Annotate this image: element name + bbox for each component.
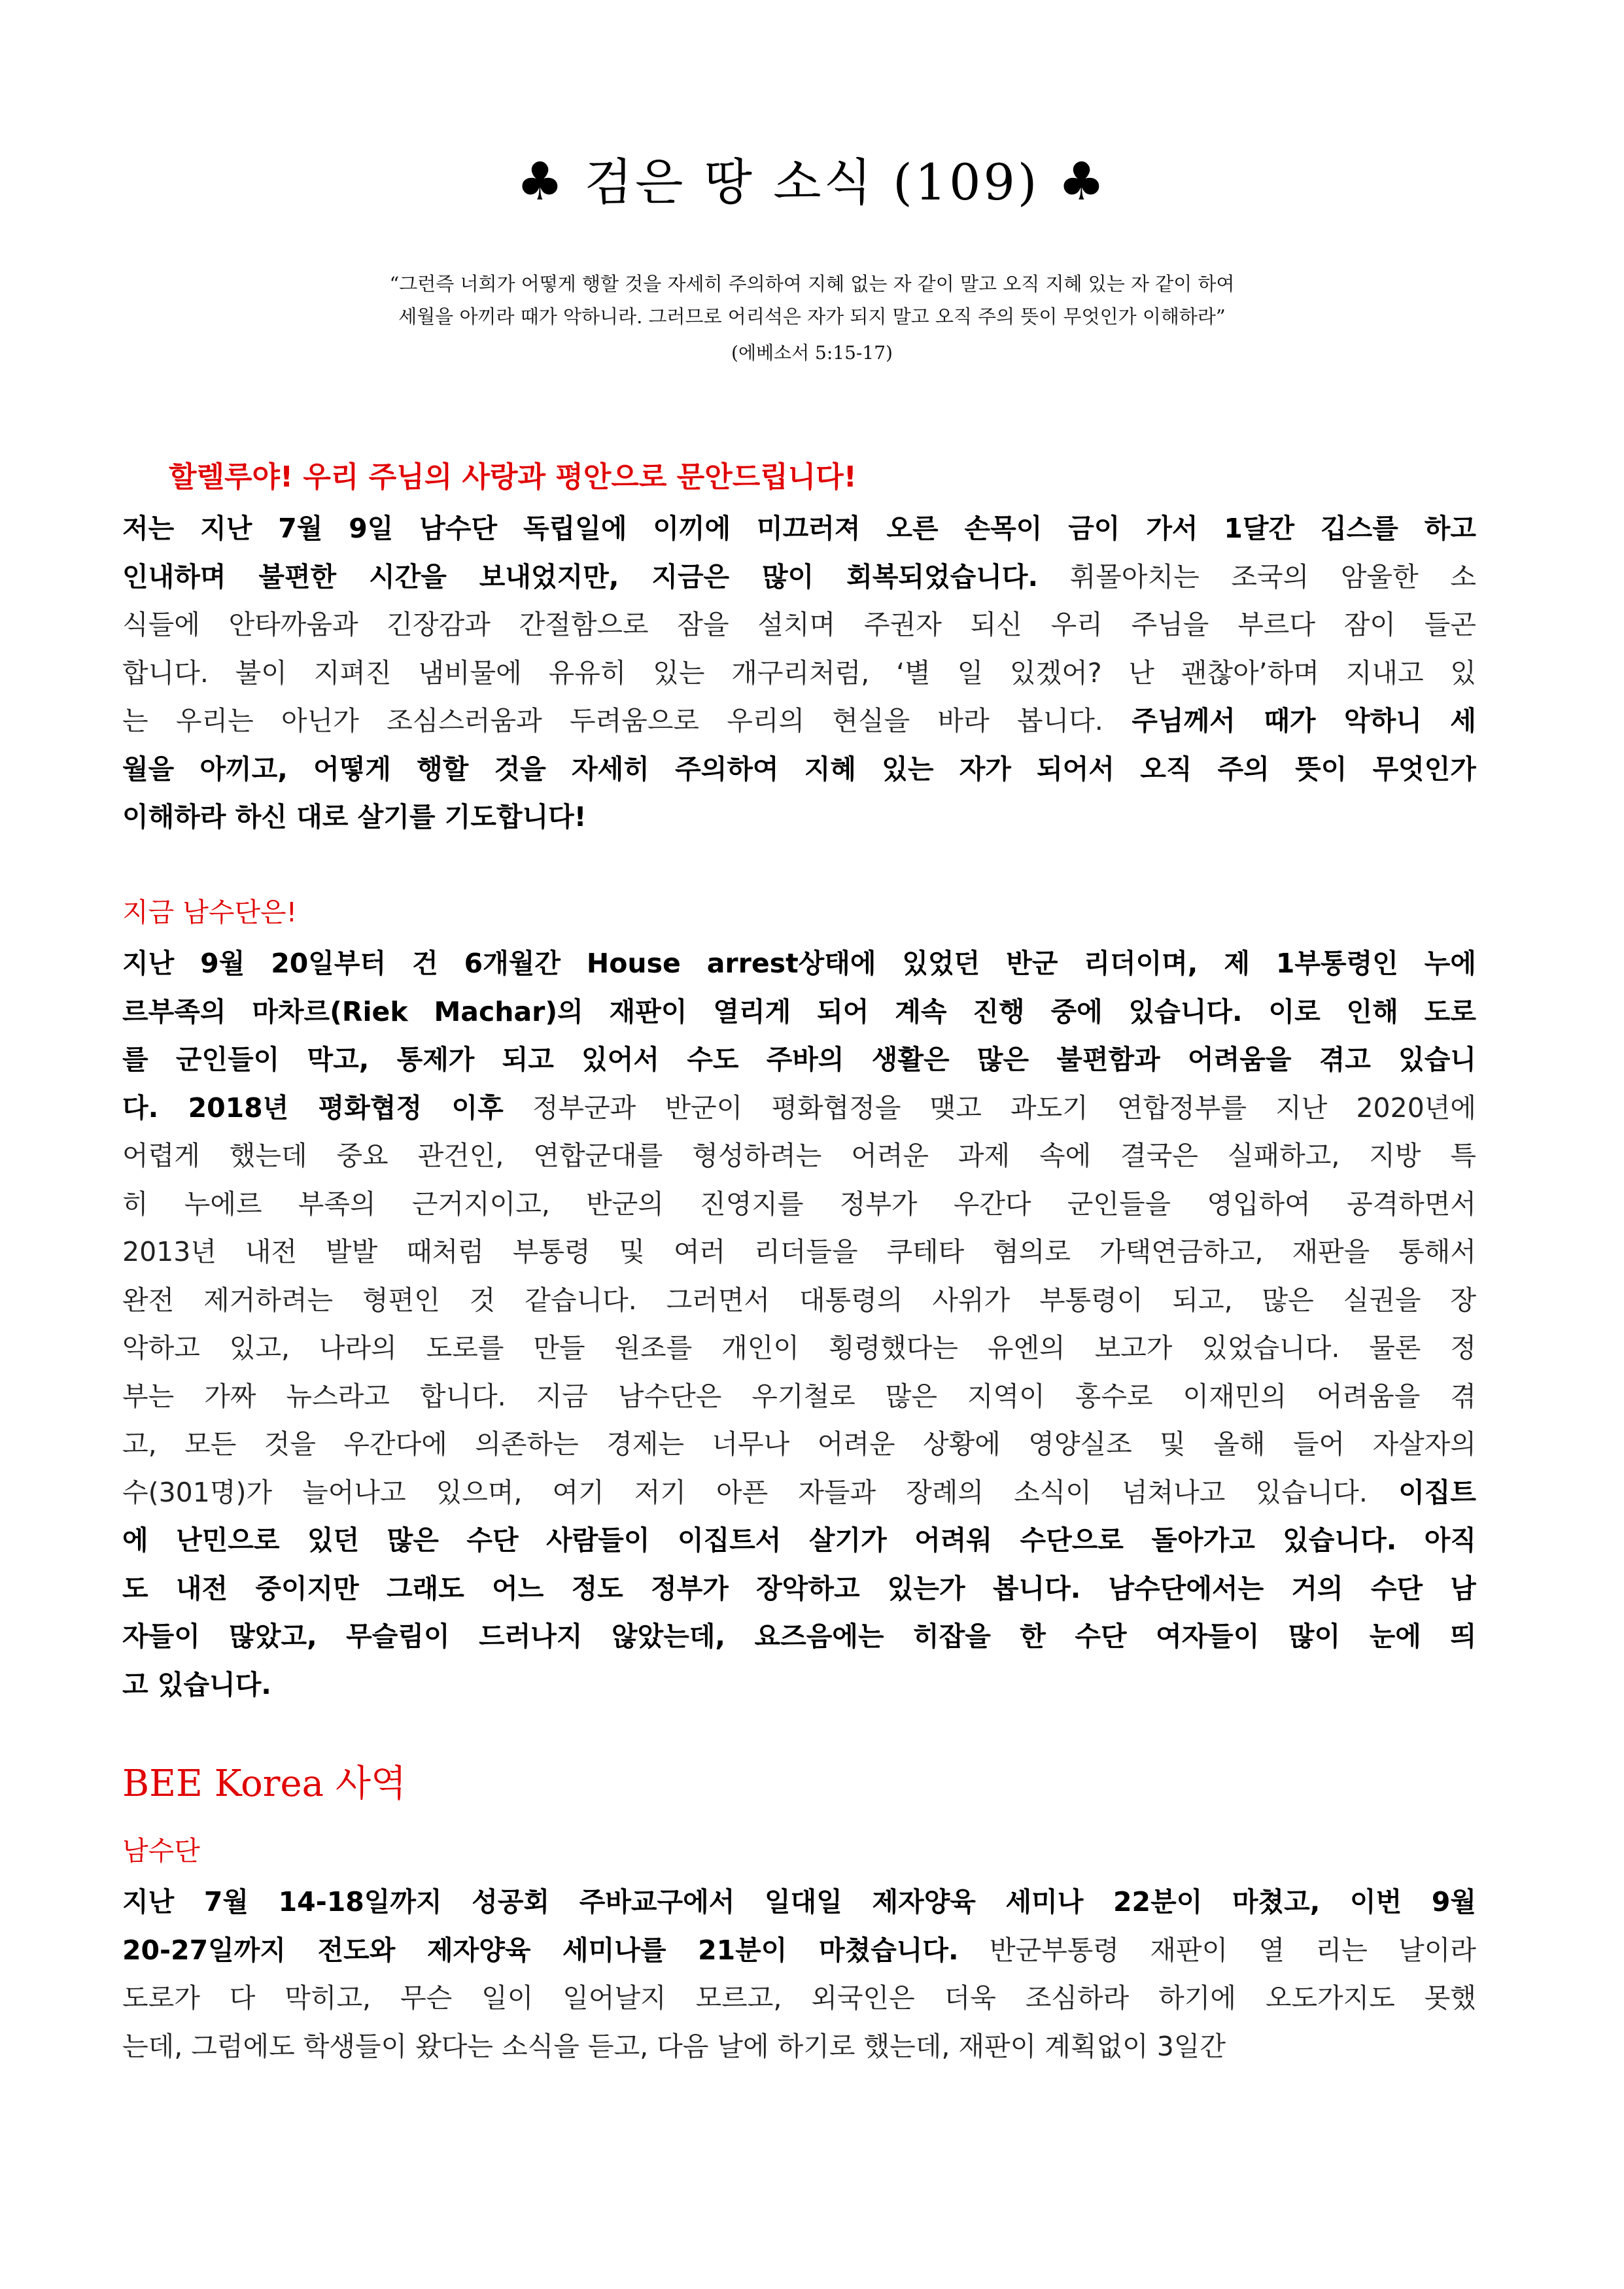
bold-text-run: 에 난민으로 있던 많은 수단 사람들이 이집트서 살기가 어려워 수단으로 돌아가고 있습니다. 아직 bbox=[122, 1524, 1476, 1556]
text-run: 식들에 안타까움과 긴장감과 간절함으로 잠을 설치며 주권자 되신 우리 주님을 부르다 잠이 들곤 bbox=[122, 609, 1476, 640]
text-run: 고, 모든 것을 우간다에 의존하는 경제는 너무나 어려운 상황에 영양실조 및 올해 들어 자살자의 bbox=[122, 1428, 1476, 1460]
bold-text-run: 를 군인들이 막고, 통제가 되고 있어서 수도 주바의 생활은 많은 불편함과 어려움을 겪고 있습니 bbox=[122, 1044, 1476, 1075]
paragraph-line bbox=[122, 1974, 1476, 2023]
bold-text-run: 자들이 많았고, 무슬림이 드러나지 않았는데, 요즈음에는 히잡을 한 수단 여자들이 많이 눈에 띄 bbox=[122, 1621, 1476, 1652]
paragraph-line bbox=[122, 746, 1476, 794]
paragraph-line bbox=[122, 1927, 1476, 1975]
text-run: 어렵게 했는데 중요 관건인, 연합군대를 형성하려는 어려운 과제 속에 결국은 실패하고, 지방 특 bbox=[122, 1140, 1476, 1171]
paragraph-line bbox=[122, 1036, 1476, 1084]
bold-text-run: 지난 9월 20일부터 건 6개월간 House arrest상태에 있었던 반군 리더이며, 제 1부통령인 누에 bbox=[122, 948, 1476, 979]
paragraph-line bbox=[122, 793, 1476, 842]
bold-text-run: 인내하며 불편한 시간을 보내었지만, 지금은 많이 회복되었습니다. bbox=[122, 560, 1039, 593]
south-sudan-now-heading: 지금 남수단은! bbox=[122, 897, 298, 928]
title-text: 검은 땅 소식 (109) bbox=[584, 153, 1040, 211]
greeting-heading: 할렐루야! 우리 주님의 사랑과 평안으로 문안드립니다! bbox=[169, 460, 857, 494]
text-run: 합니다. 불이 지펴진 냄비물에 유유히 있는 개구리처럼, ‘별 일 있겠어? 난 괜찮아’하며 지내고 있 bbox=[122, 657, 1476, 689]
bold-text-run: 르부족의 마차르(Riek Machar)의 재판이 열리게 되어 계속 진행 중에 있습니다. 이로 인해 도로 bbox=[122, 995, 1476, 1027]
paragraph-line bbox=[122, 505, 1476, 553]
paragraph-line bbox=[122, 1277, 1476, 1325]
club-suit-icon-left: ♣ bbox=[516, 151, 566, 212]
paragraph-line bbox=[122, 649, 1476, 698]
verse-line-1: “그런즉 너희가 어떻게 행할 것을 자세히 주의하여 지혜 없는 자 같이 말고 오직 지혜 있는 자 같이 하여 bbox=[389, 273, 1235, 295]
newsletter-title bbox=[0, 149, 1624, 215]
text-run: 악하고 있고, 나라의 도로를 만들 원조를 개인이 횡령했다는 유엔의 보고가 있었습니다. 물론 정 bbox=[122, 1332, 1476, 1364]
text-run: 는 우리는 아닌가 조심스러움과 두려움으로 우리의 현실을 바라 봅니다. bbox=[122, 705, 1103, 736]
bold-text-run: 저는 지난 7월 9일 남수단 독립일에 이끼에 미끄러져 오른 손목이 금이 가서 1달간 깁스를 하고 bbox=[122, 513, 1476, 544]
bold-text-run: 월을 아끼고, 어떻게 행할 것을 자세히 주의하여 지혜 있는 자가 되어서 오직 주의 뜻이 무엇인가 bbox=[122, 753, 1476, 785]
paragraph-line bbox=[122, 1420, 1476, 1469]
text-run: 수(301명)가 늘어나고 있으며, 여기 저기 아픈 자들과 장례의 소식이 넘쳐나고 있습니다. bbox=[122, 1476, 1368, 1508]
paragraph-line bbox=[122, 1228, 1476, 1277]
paragraph-line bbox=[122, 553, 1476, 602]
paragraph-line bbox=[122, 1661, 1476, 1710]
text-run: 도로가 다 막히고, 무슨 일이 일어날지 모르고, 외국인은 더욱 조심하라 하기에 오도가지도 못했 bbox=[122, 1982, 1476, 2014]
bold-text-run: 이해하라 하신 대로 살기를 기도합니다! bbox=[122, 801, 587, 833]
text-run: 부는 가짜 뉴스라고 합니다. 지금 남수단은 우기철로 많은 지역이 홍수로 이재민의 어려움을 겪 bbox=[122, 1380, 1476, 1412]
text-run: 히 누에르 부족의 근거지이고, 반군의 진영지를 정부가 우간다 군인들을 영입하여 공격하면서 bbox=[122, 1188, 1476, 1220]
text-run: 완전 제거하려는 형편인 것 같습니다. 그러면서 대통령의 사위가 부통령이 되고, 많은 실권을 장 bbox=[122, 1284, 1476, 1316]
text-run: 휘몰아치는 조국의 암울한 소 bbox=[1038, 560, 1476, 593]
south-sudan-now-paragraph bbox=[122, 940, 1476, 1709]
paragraph-line bbox=[122, 1517, 1476, 1565]
paragraph-line bbox=[122, 1469, 1476, 1517]
text-run: 는데, 그럼에도 학생들이 왔다는 소식을 듣고, 다음 날에 하기로 했는데, 재판이 계획없이 3일간 bbox=[122, 2030, 1226, 2062]
text-run: 반군부통령 재판이 열 리는 날이라 bbox=[958, 1934, 1476, 1966]
bold-text-run: 지난 7월 14-18일까지 성공회 주바교구에서 일대일 제자양육 세미나 22분이 마쳤고, 이번 9월 bbox=[122, 1886, 1476, 1918]
bold-text-run: 20-27일까지 전도와 제자양육 세미나를 21분이 마쳤습니다. bbox=[122, 1934, 959, 1966]
verse-line-2: 세월을 아끼라 때가 악하니라. 그러므로 어리석은 자가 되지 말고 오직 주의 뜻이 무엇인가 이해하라” bbox=[398, 305, 1226, 328]
bee-korea-paragraph bbox=[122, 1878, 1476, 2071]
paragraph-line bbox=[122, 2023, 1476, 2071]
bold-text-run: 주님께서 때가 악하니 세 bbox=[1103, 705, 1476, 736]
paragraph-line bbox=[122, 1324, 1476, 1373]
paragraph-line bbox=[122, 697, 1476, 746]
paragraph-line bbox=[122, 940, 1476, 988]
club-suit-icon-right: ♣ bbox=[1058, 151, 1108, 212]
bee-korea-heading: BEE Korea 사역 bbox=[122, 1763, 407, 1805]
greeting-paragraph bbox=[122, 505, 1476, 842]
paragraph-line bbox=[122, 988, 1476, 1037]
paragraph-line bbox=[122, 601, 1476, 649]
paragraph-line bbox=[122, 1180, 1476, 1229]
paragraph-line bbox=[122, 1084, 1476, 1133]
bee-korea-subheading: 남수단 bbox=[122, 1835, 200, 1867]
verse-reference: (에베소서 5:15-17) bbox=[731, 342, 893, 364]
paragraph-line bbox=[122, 1613, 1476, 1661]
paragraph-line bbox=[122, 1132, 1476, 1180]
text-run: 2013년 내전 발발 때처럼 부통령 및 여러 리더들을 쿠테타 혐의로 가택연금하고, 재판을 통해서 bbox=[122, 1236, 1476, 1267]
bold-text-run: 고 있습니다. bbox=[122, 1668, 271, 1700]
paragraph-line bbox=[122, 1565, 1476, 1613]
bold-text-run: 다. 2018년 평화협정 이후 bbox=[122, 1092, 504, 1124]
paragraph-line bbox=[122, 1878, 1476, 1927]
bold-text-run: 이집트 bbox=[1367, 1476, 1476, 1508]
bold-text-run: 도 내전 중이지만 그래도 어느 정도 정부가 장악하고 있는가 봅니다. 남수단에서는 거의 수단 남 bbox=[122, 1572, 1476, 1604]
text-run: 정부군과 반군이 평화협정을 맺고 과도기 연합정부를 지난 2020년에 bbox=[503, 1092, 1476, 1124]
paragraph-line bbox=[122, 1373, 1476, 1421]
